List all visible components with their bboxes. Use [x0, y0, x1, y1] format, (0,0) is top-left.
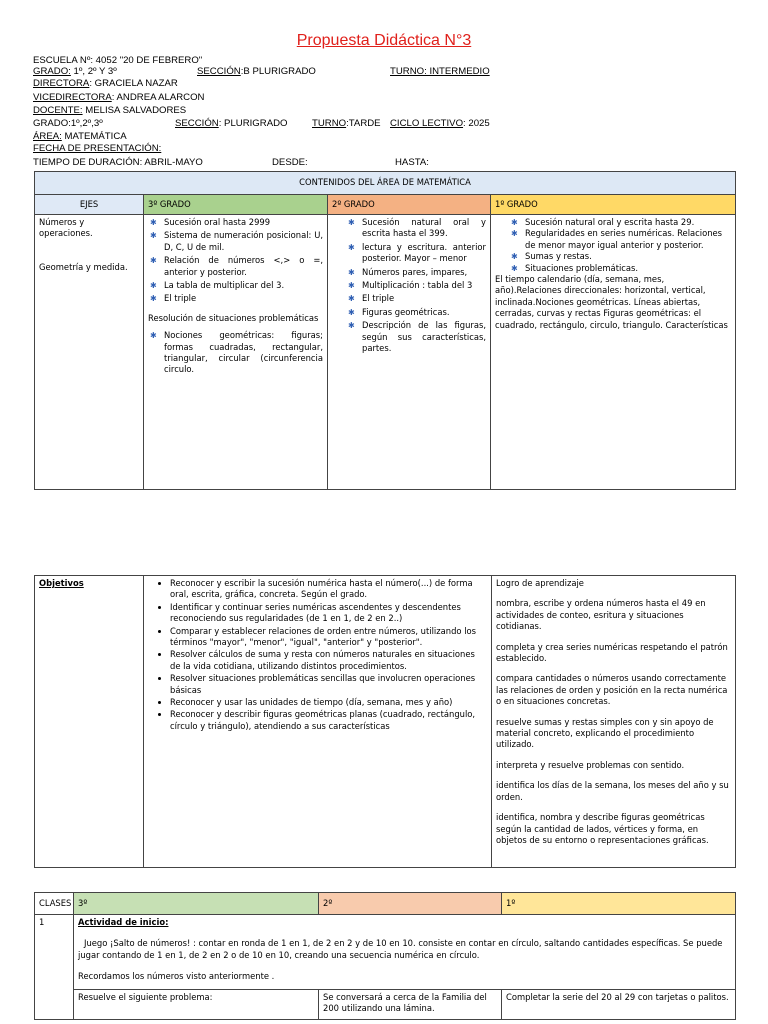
list-item: ✱ Relación de números <,> o =, anterior y posterior.: [148, 255, 323, 278]
grado2-text: GRADO:1º,2º,3º: [33, 118, 103, 129]
list-item: ✱ Multiplicación : tabla del 3: [346, 280, 486, 291]
logro-item: compara cantidades o números usando correctamente las relaciones de orden y posición en la recta numérica o en situaciones concretas.: [496, 673, 728, 707]
col-clase-grado1: 1º: [502, 893, 736, 915]
logro-item: nombra, escribe y ordena números hasta el 49 en actividades de conteo, esritura y situaciones cotidianas.: [496, 598, 706, 632]
seccion-label: SECCIÓN: [197, 66, 241, 77]
actividad-title: Actividad de inicio:: [78, 917, 169, 927]
col-ejes: EJES: [35, 195, 144, 215]
actividad-inicio-cell: [74, 915, 736, 990]
grado2-contenidos: [328, 215, 491, 490]
list-item: ✱ Sumas y restas.: [509, 251, 731, 262]
logro-cell: [492, 576, 736, 868]
directora-value: : GRACIELA NAZAR: [89, 78, 178, 89]
list-item: • Reconocer y usar las unidades de tiempo (día, semana, mes y año): [170, 697, 487, 708]
hasta-text: HASTA:: [395, 157, 429, 168]
area-label: ÁREA:: [33, 131, 62, 142]
eje-geometria: Geometría y medida.: [39, 261, 128, 272]
logro-item: completa y crea series numéricas respetando el patrón establecido.: [496, 641, 728, 664]
vicedirectora-value: : ANDREA ALARCON: [111, 92, 205, 103]
objetivos-label: Objetivos: [39, 578, 84, 588]
clases-table: [34, 892, 736, 1020]
seccion2-label: SECCIÓN: [175, 118, 219, 129]
logro-title: Logro de aprendizaje: [496, 578, 584, 588]
logro-item: resuelve sumas y restas simples con y sin apoyo de material concreto, explicando el procedimiento utilizado.: [496, 716, 714, 750]
page-title: Propuesta Didáctica N°3: [296, 32, 472, 49]
logro-item: interpreta y resuelve problemas con sentido.: [496, 759, 685, 770]
desde-text: DESDE:: [272, 157, 308, 168]
turno2-value: :TARDE: [346, 118, 381, 129]
col-clase-grado2: 2º: [319, 893, 502, 915]
clase-number: 1: [35, 915, 74, 1020]
grado3-contenidos: [144, 215, 328, 490]
contenidos-heading: CONTENIDOS DEL ÁREA DE MATEMÁTICA: [35, 172, 736, 195]
list-item: ✱ Situaciones problemáticas.: [509, 263, 731, 274]
col-clase-grado3: 3º: [74, 893, 319, 915]
objetivos-list: [144, 576, 492, 868]
list-item: • Reconocer y describir figuras geométricas planas (cuadrado, rectángulo, círculo y triángulo), atendiendo a sus características: [170, 709, 487, 732]
seccion2-value: : PLURIGRADO: [218, 118, 288, 129]
ciclo-value: : 2025: [463, 118, 490, 129]
contenidos-table: [34, 171, 736, 490]
escuela-text: ESCUELA Nº: 4052 "20 DE FEBRERO": [33, 55, 203, 66]
col-grado1: 1º GRADO: [491, 195, 736, 215]
list-item: • Resolver situaciones problemáticas sencillas que involucren operaciones básicas: [170, 673, 487, 696]
list-item: ✱ Sistema de numeración posicional: U, D, C, U de mil.: [148, 230, 323, 253]
objetivos-table: [34, 575, 736, 868]
list-item: • Identificar y continuar series numéricas ascendentes y descendentes reconociendo sus regularidades (de 1 en 1, de 2 en 2..): [170, 602, 487, 625]
grado3-text: Resolución de situaciones problemáticas: [148, 312, 319, 323]
col-grado2: 2º GRADO: [328, 195, 491, 215]
list-item: ✱ lectura y escritura. anterior posterior. Mayor – menor: [346, 242, 486, 265]
list-item: ✱ Sucesión oral hasta 2999: [148, 217, 323, 228]
turno2-label: TURNO: [312, 118, 347, 129]
grado-value: 1º, 2º Y 3º: [70, 66, 117, 77]
area-value: MATEMÁTICA: [61, 131, 127, 142]
recordamos-text: Recordamos los números visto anteriormente .: [78, 971, 275, 982]
logro-item: identifica los días de la semana, los meses del año y su orden.: [496, 780, 729, 802]
list-item: ✱ Sucesión natural oral y escrita hasta 29.: [509, 217, 731, 228]
list-item: ✱ El triple: [148, 293, 323, 304]
actividad-text: Juego ¡Salto de números! : contar en ronda de 1 en 1, de 2 en 2 y de 10 en 10. consiste en contar en círculo, saltando cantidades específicas. Se puede jugar contando de 1 en 1, de 2 en 2 o de 10 en 10, creando una secuencia numérica en círculo.: [78, 938, 723, 960]
col-clases: CLASES: [35, 893, 74, 915]
grado-label: GRADO:: [33, 66, 71, 77]
clase-grado3-task: Resuelve el siguiente problema:: [74, 989, 319, 1019]
list-item: • Reconocer y escribir la sucesión numérica hasta el número(...) de forma oral, escrita, gráfica, concreta. Según el grado.: [170, 578, 487, 601]
seccion-value: :B PLURIGRADO: [240, 66, 316, 77]
list-item: ✱ El triple: [346, 293, 486, 304]
vicedirectora-label: VICEDIRECTORA: [33, 92, 112, 103]
clase-grado2-task: Se conversará a cerca de la Familia del 200 utilizando una lámina.: [319, 989, 502, 1019]
list-item: ✱ Descripción de las figuras, según sus características, partes.: [346, 320, 486, 354]
list-item: ✱ Números pares, impares,: [346, 267, 486, 278]
logro-item: identifica, nombra y describe figuras geométricas según la cantidad de lados, vértices y forma, en objetos de su entorno o representaciones gráficas.: [496, 812, 709, 845]
tiempo-text: TIEMPO DE DURACIÓN: ABRIL-MAYO: [33, 157, 203, 168]
list-item: ✱ Sucesión natural oral y escrita hasta el 399.: [346, 217, 486, 240]
list-item: ✱ Regularidades en series numéricas. Relaciones de menor mayor igual anterior y posterior.: [509, 228, 731, 251]
docente-value: MELISA SALVADORES: [82, 105, 187, 116]
list-item: ✱ Nociones geométricas: figuras; formas cuadradas, rectangular, triangular, circular (circunferencia circulo.: [148, 330, 323, 376]
eje-numeros: Números y operaciones.: [39, 217, 93, 239]
list-item: ✱ Figuras geométricas.: [346, 307, 486, 318]
list-item: ✱ La tabla de multiplicar del 3.: [148, 280, 323, 291]
grado1-contenidos: [491, 215, 736, 490]
docente-label: DOCENTE:: [33, 105, 83, 116]
objetivos-cell-label: [35, 576, 144, 868]
fecha-label: FECHA DE PRESENTACIÓN:: [33, 143, 162, 154]
clase-grado1-task: Completar la serie del 20 al 29 con tarjetas o palitos.: [502, 989, 736, 1019]
col-grado3: 3º GRADO: [144, 195, 328, 215]
ciclo-label: CICLO LECTIVO: [390, 118, 464, 129]
grado1-text: El tiempo calendario (día, semana, mes, año).Relaciones direccionales: horizontal, vertical, inclinada.Nociones geométricas. Líneas abiertas, cerradas, curvas y rectas Figuras geométricas: el cuadrado, rectángulo, circulo, triangulo. Características: [495, 274, 728, 330]
list-item: • Comparar y establecer relaciones de orden entre números, utilizando los términos "mayor", "menor", "igual", "anterior" y "posterior".: [170, 626, 487, 649]
directora-label: DIRECTORA: [33, 78, 90, 89]
list-item: • Resolver cálculos de suma y resta con números naturales en situaciones de la vida cotidiana, utilizando distintos procedimientos.: [170, 649, 487, 672]
turno-text: TURNO: INTERMEDIO: [390, 66, 490, 77]
ejes-cell: [35, 215, 144, 490]
